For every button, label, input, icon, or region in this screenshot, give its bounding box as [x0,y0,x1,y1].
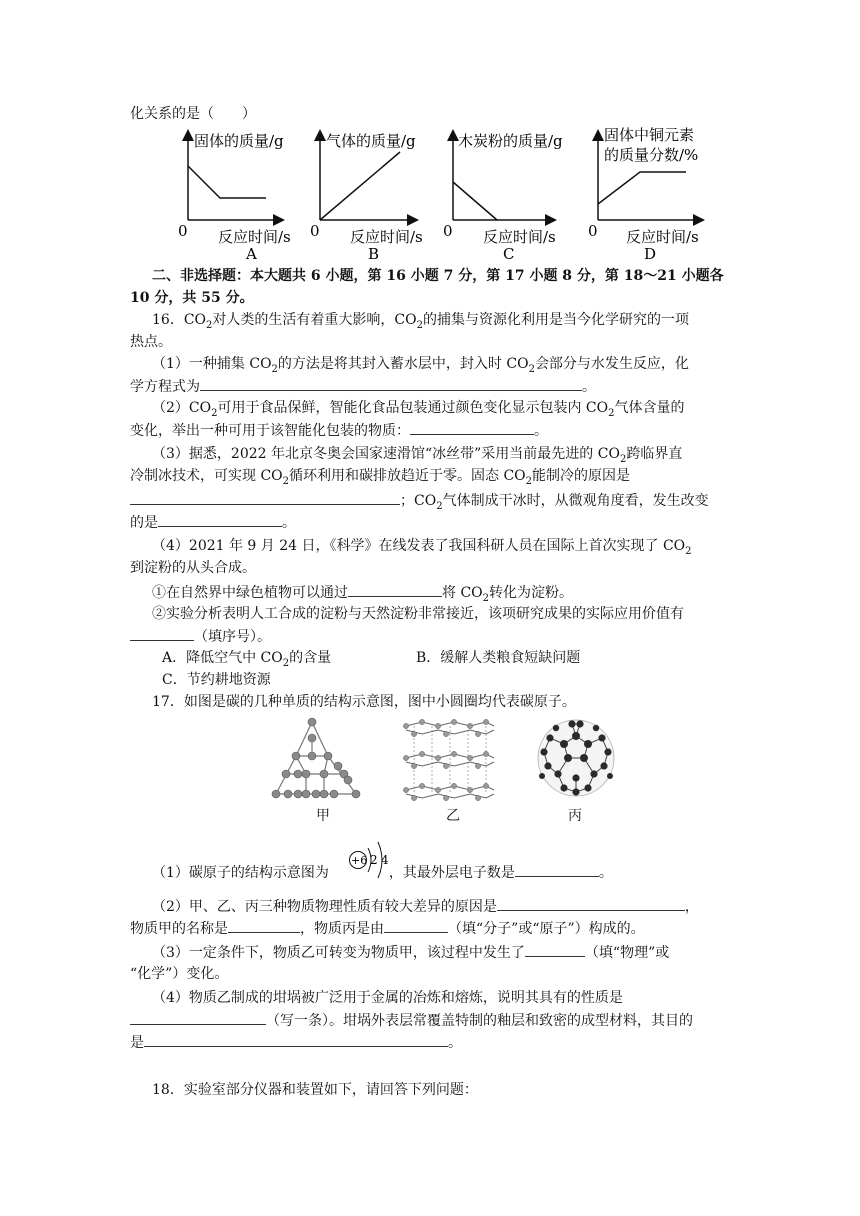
q16-part1-cont: 学方程式为 。 [130,376,596,397]
q16-option-a: A．降低空气中 $CO_2$的含量 [162,650,332,669]
graph-b-ylabel: 气体的质量/g [326,132,416,150]
atom-nucleus: +6 [351,854,368,867]
atom-shell-2: 4 [381,853,389,867]
q16-part4-cont: 到淀粉的从头合成。 [130,560,256,576]
q16-stem-cont: 热点。 [130,334,172,350]
answer-blank[interactable] [130,490,400,505]
graph-c-ylabel: 木炭粉的质量/g [458,132,563,150]
q17-part3-cont: “化学”）变化。 [130,966,229,982]
q16-option-c: C．节约耕地资源 [162,672,271,688]
answer-blank[interactable] [525,942,585,957]
answer-blank[interactable] [144,1032,448,1047]
answer-blank[interactable] [200,376,582,391]
q16-part3-cont: 冷制冰技术，可实现 $CO_2$循环利用和碳排放趋近于零。固态 $CO_2$能制冷的原因是 [130,468,631,487]
q17-part2-cont: 物质甲的名称是 ，物质丙是由 （填“分子”或“原子”）构成的。 [130,918,645,939]
question-15-tail: 化关系的是（ ） [130,106,256,122]
graph-d-xlabel: 反应时间/s [626,228,699,246]
answer-blank[interactable] [130,1010,266,1025]
q16-part3-cont2: ；$CO_2$气体制成干冰时，从微观角度看，发生改变 [130,490,709,517]
q16-part2: $(2)CO_2$可用于食品保鲜，智能化食品包装通过颜色变化显示包装内 $CO_2$气体含量的 [152,400,685,419]
q17-part4: （4）物质乙制成的坩埚被广泛用于金属的冶炼和熔炼，说明其具有的性质是 [152,990,623,1006]
graph-a-letter: A [246,245,257,262]
answer-blank[interactable] [384,918,448,933]
graph-c-origin: 0 [443,222,453,240]
graph-a-xlabel: 反应时间/s [218,228,291,246]
label-yi: 乙 [446,808,460,824]
answer-blank[interactable] [130,626,194,641]
graph-a-ylabel: 固体的质量/g [194,132,284,150]
answer-blank[interactable] [410,420,534,435]
q16-stem: 16．$CO_2$对人类的生活有着重大影响，$CO_2$的捕集与资源化利用是当今化学研究的一项 [152,312,689,331]
answer-blank[interactable] [497,896,685,911]
q16-part3-cont3: 的是 。 [130,512,296,533]
label-bing: 丙 [568,808,582,824]
q16-option-b: B．缓解人类粮食短缺问题 [416,650,581,666]
q16-part1: （1）一种捕集 $CO_2$的方法是将其封入蓄水层中，封入时 $CO_2$会部分与水发生反应，化 [152,356,689,375]
q16-sub2: ②实验分析表明人工合成的淀粉与天然淀粉非常接近，该项研究成果的实际应用价值有 [152,606,684,622]
label-jia: 甲 [316,808,330,824]
fullerene-structure-image [534,716,618,800]
answer-blank[interactable] [348,582,442,597]
graph-d-origin: 0 [588,222,598,240]
graph-b-origin: 0 [310,222,320,240]
graph-d-ylabel2: 的质量分数/% [604,146,699,164]
diamond-structure-image [266,716,370,802]
graph-c [443,132,563,262]
q16-part3: （3）据悉，2022 年北京冬奥会国家速滑馆“冰丝带”采用当前最先进的 $CO_2$跨临界直 [152,446,683,465]
graph-d-ylabel: 固体中铜元素 [604,126,695,144]
q16-sub2-cont: （填序号）。 [130,626,271,647]
answer-blank[interactable] [515,862,599,877]
q16-part4: （4）2021 年 9 月 24 日，《科学》在线发表了我国科研人员在国际上首次实现了 $CO_2$ [152,538,692,557]
graph-a [178,132,291,262]
graph-c-xlabel: 反应时间/s [483,228,556,246]
graph-b-xlabel: 反应时间/s [350,228,423,246]
graph-b-letter: B [368,245,380,262]
q17-part4-cont: （写一条）。坩埚外表层常覆盖特制的釉层和致密的成型材料，其目的 [130,1010,693,1031]
graph-a-origin: 0 [178,222,188,240]
q17-part3: （3）一定条件下，物质乙可转变为物质甲，该过程中发生了 （填“物理”或 [152,942,669,963]
atom-shell-1: 2 [370,853,378,867]
answer-blank[interactable] [158,512,282,527]
graph-d [588,126,702,262]
q16-sub1: ①在自然界中绿色植物可以通过 将 $CO_2$转化为淀粉。 [152,582,573,609]
answer-blank[interactable] [228,918,300,933]
q18-stem: 18．实验室部分仪器和装置如下，请回答下列问题： [152,1082,478,1098]
section-header-line2: 10 分，共 55 分。 [130,290,254,306]
q17-part4-cont2: 是 。 [130,1032,462,1053]
carbon-atom-diagram [346,836,394,880]
q17-stem: 17．如图是碳的几种单质的结构示意图，图中小圆圈均代表碳原子。 [152,694,576,710]
graph-set [170,124,730,262]
q17-part2: （2）甲、乙、丙三种物质物理性质有较大差异的原因是 ， [152,896,699,917]
graph-b [310,132,423,262]
graph-c-letter: C [503,245,515,262]
q16-part2-cont: 变化，举出一种可用于该智能化包装的物质： 。 [130,420,548,441]
section-header: 二、非选择题：本大题共 6 小题，第 16 小题 7 分，第 17 小题 8 分，第 18～21 小题各 [152,268,724,284]
graphite-structure-image [402,716,498,802]
q17-part1: （1）碳原子的结构示意图为 ，其最外层电子数是 。 [152,862,613,883]
graph-d-letter: D [644,245,657,262]
